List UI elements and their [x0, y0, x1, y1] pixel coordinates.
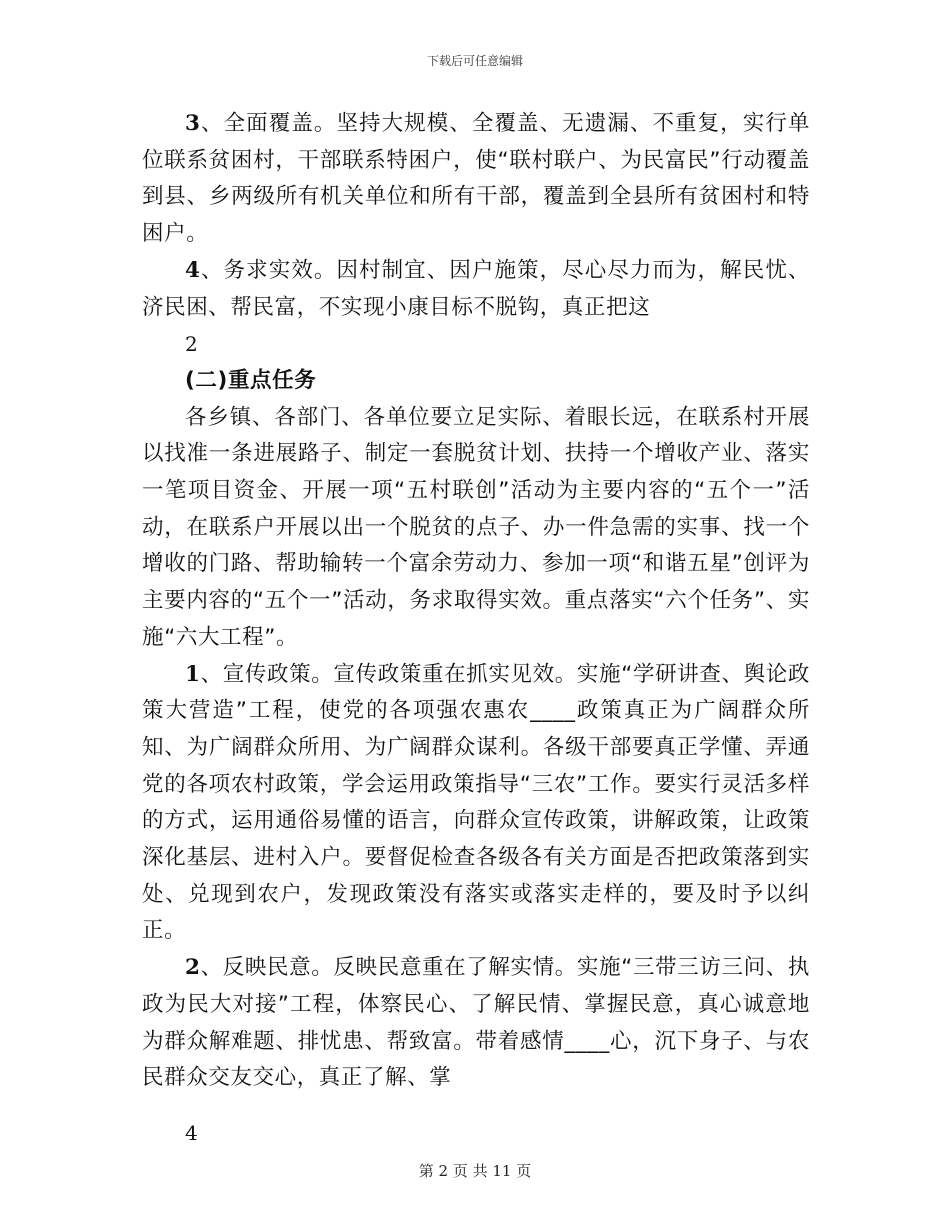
- item-number: 4: [185, 257, 201, 283]
- item-number: 2: [185, 955, 201, 981]
- section-heading: (二)重点任务: [185, 367, 317, 393]
- paragraph-text: 、全面覆盖。坚持大规模、全覆盖、无遗漏、不重复，实行单位联系贫困村，干部联系特困户，使“联村联户、为民富民”行动覆盖到县、乡两级所有机关单位和所有干部，覆盖到全县所有贫困村和特困户。: [142, 111, 810, 247]
- paragraph-reflect-public-opinion: [142, 950, 810, 1097]
- page-marker: 2: [185, 332, 199, 357]
- paragraph-publicize-policy: [142, 657, 810, 951]
- paragraph-text: 、反映民意。反映民意重在了解实情。实施“三带三访三问、执政为民大对接”工程，体察民心、了解民情、掌握民意，真心诚意地为群众解难题、排忧患、帮致富。带着感情____心，沉下身子、与农民群众交友交心，真正了解、掌: [142, 955, 810, 1091]
- page-footer: 第 2 页 共 11 页: [418, 1162, 532, 1180]
- item-number: 1: [185, 661, 201, 687]
- paragraph-full-coverage: [142, 106, 810, 253]
- item-number: 3: [185, 111, 201, 136]
- page-marker: 4: [185, 1120, 199, 1145]
- paragraph-key-tasks-intro: [142, 400, 810, 657]
- paragraph-text: 、务求实效。因村制宜、因户施策，尽心尽力而为，解民忧、济民困、帮民富，不实现小康目标不脱钩，真正把这: [142, 257, 810, 320]
- header-note: 下载后可任意编辑: [426, 54, 523, 68]
- paragraph-text: 、宣传政策。宣传政策重在抓实见效。实施“学研讲查、舆论政策大营造”工程，使党的各项强农惠农____政策真正为广阔群众所知、为广阔群众所用、为广阔群众谋利。各级干部要真正学懂、弄通党的各项农村政策，学会运用政策指导“三农”工作。要实行灵活多样的方式，运用通俗易懂的语言，向群众宣传政策，讲解政策，让政策深化基层、进村入户。要督促检查各级各有关方面是否把政策落到实处、兑现到农户，发现政策没有落实或落实走样的，要及时予以纠正。: [142, 661, 810, 944]
- paragraph-text: 各乡镇、各部门、各单位要立足实际、着眼长远，在联系村开展以找准一条进展路子、制定一套脱贫计划、扶持一个增收产业、落实一笔项目资金、开展一项“五村联创”活动为主要内容的“五个一”活动，在联系户开展以出一个脱贫的点子、办一件急需的实事、找一个增收的门路、帮助输转一个富余劳动力、参加一项“和谐五星”创评为主要内容的“五个一”活动，务求取得实效。重点落实“六个任务”、实施“六大工程”。: [142, 404, 810, 650]
- document-body: [142, 106, 810, 1152]
- paragraph-seek-results: [142, 253, 810, 326]
